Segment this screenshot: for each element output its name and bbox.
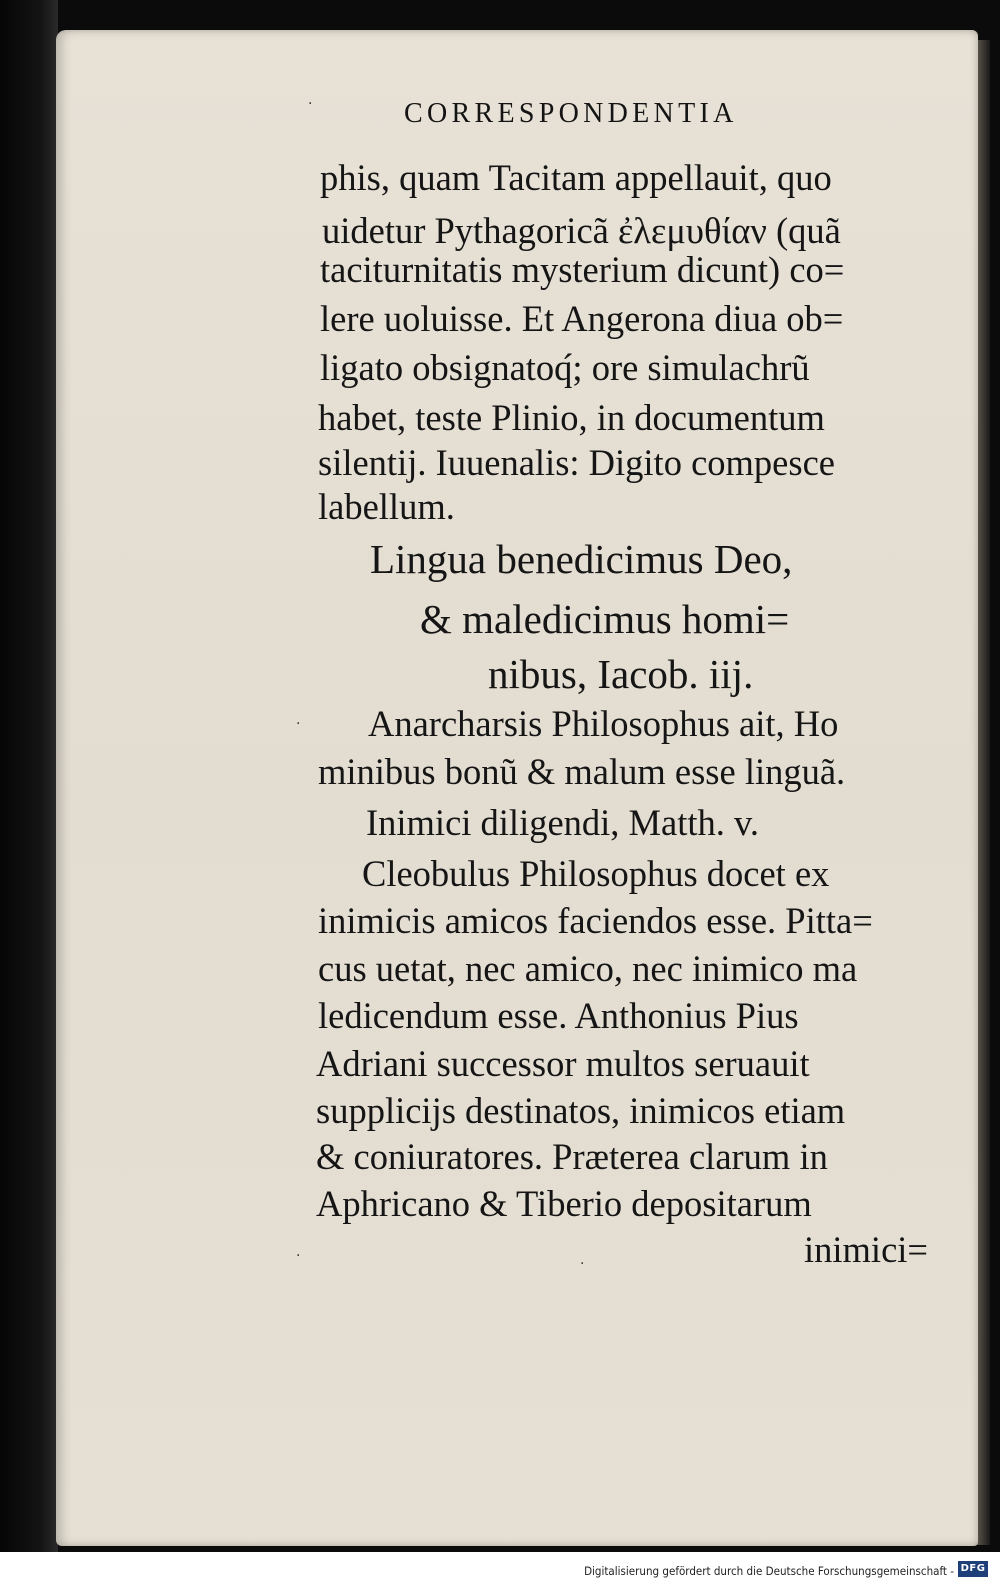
text-line-18: Aphricano & Tiberio depositarum [316, 1183, 812, 1224]
heading-line-2: & maledicimus homi= [420, 596, 790, 642]
text-line-14: ledicendum esse. Anthonius Pius [318, 995, 799, 1036]
text-line-7: silentij. Iuuenalis: Digito compesce [318, 442, 835, 483]
speck-mark: · [296, 1248, 301, 1264]
dfg-logo-icon: DFG [958, 1561, 988, 1577]
speck-mark: · [296, 716, 301, 732]
text-line-15: Adriani successor multos seruauit [316, 1043, 810, 1084]
text-line-1: phis, quam Tacitam appellauit, quo [320, 157, 832, 198]
text-line-2: uidetur Pythagoricã ἐλεμυθίαν (quã [322, 210, 841, 251]
digitization-credit: Digitalisierung gefördert durch die Deutsche Forschungsgemeinschaft - [584, 1564, 954, 1578]
heading-line-3: nibus, Iacob. iij. [488, 651, 754, 697]
text-line-9: Anarcharsis Philosophus ait, Ho [368, 703, 839, 744]
text-line-11: Cleobulus Philosophus docet ex [362, 853, 830, 894]
text-line-17: & coniuratores. Præterea clarum in [316, 1136, 828, 1177]
text-line-10: minibus bonũ & malum esse linguã. [318, 751, 846, 792]
text-line-8: labellum. [318, 486, 455, 527]
heading-line-1: Lingua benedicimus Deo, [370, 536, 793, 582]
running-head: CORRESPONDENTIA [404, 98, 738, 129]
text-line-3: taciturnitatis mysterium dicunt) co= [320, 249, 845, 290]
text-line-5: ligato obsignatoq́; ore simulachrũ [320, 347, 810, 388]
book-gutter-shadow [0, 0, 58, 1555]
speck-mark: · [580, 1256, 585, 1272]
subheading-line: Inimici diligendi, Matth. v. [366, 802, 759, 843]
speck-mark: · [308, 96, 313, 112]
text-line-13: cus uetat, nec amico, nec inimico ma [318, 948, 858, 989]
text-line-12: inimicis amicos faciendos esse. Pitta= [318, 900, 873, 941]
text-line-4: lere uoluisse. Et Angerona diua ob= [320, 298, 844, 339]
text-line-6: habet, teste Plinio, in documentum [318, 397, 825, 438]
text-line-16: supplicijs destinatos, inimicos etiam [316, 1090, 846, 1131]
catchword: inimici= [804, 1229, 928, 1270]
